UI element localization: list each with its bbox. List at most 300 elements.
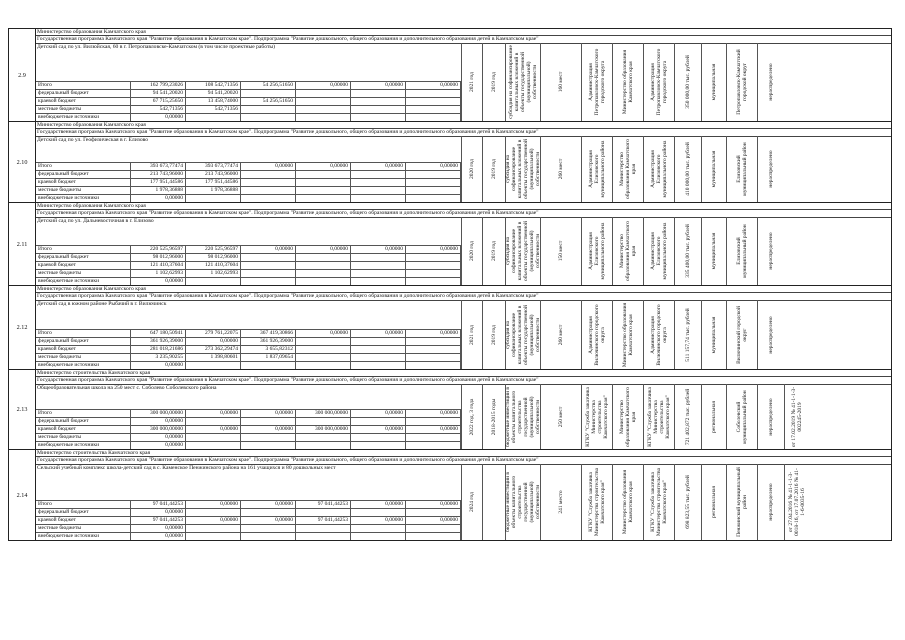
financing-value	[296, 525, 351, 532]
financing-value: 367 419,30866	[241, 330, 296, 337]
object-name: Детский сад по ул. Дальневосточная в г. Елизово	[37, 217, 154, 224]
attribute-cell	[643, 136, 674, 202]
financing-row	[36, 261, 461, 269]
financing-value: 3 655,82312	[241, 346, 296, 353]
financing-value	[186, 278, 241, 285]
financing-value	[241, 106, 296, 113]
attribute-cell	[757, 43, 784, 121]
attribute-text: 150 мест	[558, 240, 564, 262]
financing-source-label: внебюджетные источники	[36, 362, 131, 369]
financing-value: 281 018,21686	[131, 346, 186, 353]
attribute-columns	[461, 384, 891, 449]
financing-value	[296, 114, 351, 121]
financing-value: 300 000,00000	[131, 410, 186, 417]
financing-value	[296, 338, 351, 345]
financing-value	[406, 114, 461, 121]
financing-value	[351, 106, 406, 113]
financing-table	[36, 245, 461, 285]
financing-value	[406, 270, 461, 277]
financing-value: 0,00000	[241, 517, 296, 524]
attribute-text: 410 000,00 тыс. рублей	[685, 142, 691, 196]
attribute-cell	[726, 300, 757, 369]
attribute-cell	[643, 464, 674, 540]
attribute-text: Администрация Елизовского муниципального района	[588, 140, 606, 198]
financing-value: 0,00000	[351, 517, 406, 524]
row-number: 2.9	[9, 29, 36, 121]
financing-value: 0,00000	[131, 525, 186, 532]
financing-value	[406, 354, 461, 361]
attribute-cell	[612, 43, 643, 121]
financing-value: 0,00000	[351, 410, 406, 417]
financing-value: 0,00000	[406, 246, 461, 253]
ministry-name: Министерство образования Камчатского края	[35, 122, 891, 129]
financing-source-label: Итого	[36, 163, 131, 170]
financing-value	[351, 362, 406, 369]
financing-value	[296, 442, 351, 449]
attribute-cell	[612, 217, 643, 285]
attribute-cell	[461, 136, 482, 202]
financing-value: 0,00000	[186, 517, 241, 524]
financing-row	[36, 105, 461, 113]
attribute-cell	[757, 217, 784, 285]
row-number: 2.12	[9, 286, 36, 369]
attribute-cell	[581, 384, 612, 449]
attribute-text: Министерство образования Камчатского края	[619, 139, 637, 199]
financing-value	[406, 362, 461, 369]
attribute-cell	[540, 217, 581, 285]
financing-source-label: внебюджетные источники	[36, 278, 131, 285]
financing-value: 1 398,80601	[186, 354, 241, 361]
attribute-text: Вилючинский городской округ	[736, 305, 748, 364]
financing-table	[36, 329, 461, 369]
financing-value: 300 000,00000	[131, 426, 186, 433]
attribute-text: нераспределено	[768, 63, 774, 101]
row-number: 2.11	[9, 203, 36, 285]
financing-value	[351, 90, 406, 97]
financing-table	[36, 162, 461, 202]
ministry-name: Министерство образования Камчатского края	[35, 203, 891, 210]
attribute-text: нераспределено	[768, 232, 774, 270]
financing-value: 0,00000	[241, 426, 296, 433]
financing-source-label: краевой бюджет	[36, 179, 131, 186]
financing-value: 1 978,36888	[186, 187, 241, 194]
financing-value: 0,00000	[131, 509, 186, 516]
financing-value	[406, 179, 461, 186]
financing-value	[351, 114, 406, 121]
financing-value: 0,00000	[406, 517, 461, 524]
financing-source-label: местные бюджеты	[36, 187, 131, 194]
financing-value: 0,00000	[351, 163, 406, 170]
financing-value	[296, 509, 351, 516]
attribute-columns	[461, 300, 891, 369]
program-name: Государственная программа Камчатского края "Развитие образования в Камчатском крае". Подпрограмма "Развитие дошкольного, общего образования и дополнительного образования детей в Камчатском крае"	[35, 377, 891, 384]
ministry-name: Министерство строительства Камчатского края	[35, 450, 891, 457]
financing-value: 0,00000	[241, 163, 296, 170]
attribute-text: 2021 год	[469, 324, 475, 345]
financing-value: 3 235,90255	[131, 354, 186, 361]
financing-row	[36, 89, 461, 97]
financing-row	[36, 433, 461, 441]
attribute-text: КГКУ "Служба заказчика Министерства строительства Камчатского края"	[647, 386, 671, 447]
financing-value	[296, 254, 351, 261]
financing-value: 177 951,44586	[186, 179, 241, 186]
financing-value	[406, 509, 461, 516]
financing-value: 1 102,62993	[186, 270, 241, 277]
financing-value	[406, 418, 461, 425]
attribute-cell	[726, 217, 757, 285]
financing-value: 0,00000	[296, 163, 351, 170]
attribute-cell	[701, 300, 726, 369]
attribute-cell	[701, 136, 726, 202]
financing-row	[36, 353, 461, 361]
financing-value	[241, 114, 296, 121]
attribute-text: 2019 год	[491, 72, 497, 92]
financing-value	[351, 525, 406, 532]
document-table	[8, 28, 892, 541]
financing-value: 162 799,23026	[131, 82, 186, 89]
financing-value: 273 362,29474	[186, 346, 241, 353]
attribute-cell	[482, 464, 505, 540]
financing-value: 0,00000	[406, 163, 461, 170]
attribute-text: субсидия на софинансирование капитальных вложений в объекты государственной (муниципальной) собственности	[508, 45, 538, 119]
financing-value: 0,00000	[351, 330, 406, 337]
financing-value: 1 837,09654	[241, 354, 296, 361]
attribute-text: 335 400,00 тыс. рублей	[685, 224, 691, 278]
financing-value	[406, 434, 461, 441]
financing-value: 0,00000	[351, 426, 406, 433]
financing-value	[351, 418, 406, 425]
attribute-cell	[757, 384, 784, 449]
financing-value: 108 542,71356	[186, 82, 241, 89]
attribute-text: Администрация Елизовского муниципального района	[588, 222, 606, 280]
financing-row	[36, 417, 461, 425]
financing-value	[351, 434, 406, 441]
financing-source-label: краевой бюджет	[36, 517, 131, 524]
financing-value	[186, 114, 241, 121]
attribute-cell	[505, 217, 540, 285]
attribute-text: Администрация Петропавловск-Камчатского городского округа	[588, 48, 606, 116]
financing-value: 97 041,44253	[296, 517, 351, 524]
attribute-text: 250 мест	[558, 406, 564, 427]
financing-value	[406, 195, 461, 202]
financing-value: 213 743,96000	[186, 171, 241, 178]
row-number: 2.13	[9, 370, 36, 449]
financing-row	[36, 516, 461, 524]
financing-value: 220 525,96597	[186, 246, 241, 253]
financing-value	[406, 106, 461, 113]
object-block	[8, 370, 892, 450]
financing-value	[406, 338, 461, 345]
ministry-name: Министерство строительства Камчатского края	[35, 370, 891, 377]
financing-value: 279 761,22075	[186, 330, 241, 337]
financing-value: 213 743,96000	[131, 171, 186, 178]
attribute-text: нераспределено	[768, 150, 774, 188]
financing-value: 647 180,50941	[131, 330, 186, 337]
attribute-text: 2018-2015 годы	[491, 398, 497, 435]
attribute-text: Администрация Петропавловск-Камчатского городского округа	[650, 48, 668, 116]
financing-source-label: Итого	[36, 246, 131, 253]
financing-source-label: краевой бюджет	[36, 346, 131, 353]
attribute-cell	[674, 217, 701, 285]
attribute-text: Министерство образования Камчатского края	[622, 49, 634, 115]
attribute-cell	[701, 217, 726, 285]
attribute-cell	[540, 464, 581, 540]
financing-value: 0,00000	[131, 195, 186, 202]
financing-source-label: местные бюджеты	[36, 106, 131, 113]
object-name: Детский сад по ул. Геофизическая в г. Елизово	[37, 136, 149, 143]
financing-value: 0,00000	[131, 418, 186, 425]
financing-value	[186, 362, 241, 369]
attribute-text: субсидия на софинансирование капитальных вложений в объекты государственной (муниципальной) собственности	[505, 139, 541, 199]
financing-row	[36, 441, 461, 449]
financing-value	[296, 171, 351, 178]
attribute-cell	[505, 464, 540, 540]
financing-value	[296, 179, 351, 186]
financing-source-label: федеральный бюджет	[36, 254, 131, 261]
financing-value: 1 102,62993	[131, 270, 186, 277]
financing-value: 0,00000	[296, 330, 351, 337]
financing-value: 97 041,44253	[131, 501, 186, 508]
object-name: Детский сад в южном районе Рыбачий в г. Вилючинск	[37, 300, 167, 307]
attribute-text: Пенжинский муниципальный район	[736, 467, 748, 537]
financing-row	[36, 361, 461, 369]
financing-value: 300 000,00000	[296, 426, 351, 433]
attribute-cell	[461, 384, 482, 449]
attribute-text: от 17.02.2019 № 41-1-1-3-002245-2019	[791, 386, 803, 447]
financing-value: 0,00000	[131, 442, 186, 449]
attribute-text: 721 402,872 тыс. рублей	[685, 388, 691, 445]
financing-value	[241, 442, 296, 449]
attribute-text: Министерство образования Камчатского края	[619, 221, 637, 281]
financing-value	[241, 362, 296, 369]
financing-source-label: краевой бюджет	[36, 262, 131, 269]
attribute-cell	[701, 384, 726, 449]
financing-value	[241, 195, 296, 202]
financing-value	[406, 262, 461, 269]
financing-value: 0,00000	[186, 410, 241, 417]
financing-row	[36, 425, 461, 433]
attribute-text: Соболевский муниципальный район	[736, 389, 748, 444]
attribute-text: 511 157,74 тыс. рублей	[685, 307, 691, 362]
attribute-cell	[643, 43, 674, 121]
attribute-text: Елизовский муниципальный район	[736, 142, 748, 196]
financing-value: 0,00000	[351, 82, 406, 89]
financing-value: 177 951,44586	[131, 179, 186, 186]
financing-value	[406, 90, 461, 97]
attribute-cell	[757, 300, 784, 369]
attribute-cell	[505, 43, 540, 121]
financing-value	[351, 171, 406, 178]
financing-value: 0,00000	[186, 426, 241, 433]
attribute-columns	[461, 464, 891, 540]
attribute-text: КГКУ "Служба заказчика Министерства строительства Камчатского края"	[585, 386, 609, 447]
attribute-cell	[612, 384, 643, 449]
financing-table	[36, 81, 461, 121]
financing-value	[241, 270, 296, 277]
financing-value	[351, 254, 406, 261]
financing-value: 98 012,96000	[186, 254, 241, 261]
attribute-text: Министерство образования Камчатского края	[622, 302, 634, 367]
attribute-text: 2022 год, 3 года	[469, 398, 475, 435]
financing-source-label: федеральный бюджет	[36, 171, 131, 178]
financing-row	[36, 269, 461, 277]
financing-row	[36, 500, 461, 508]
financing-value: 300 000,00000	[296, 410, 351, 417]
financing-value: 0,00000	[131, 362, 186, 369]
financing-value	[351, 187, 406, 194]
attribute-text: муниципальная	[711, 316, 717, 353]
financing-value	[351, 338, 406, 345]
attribute-text: 698 823,55 тыс. рублей	[685, 475, 691, 529]
attribute-cell	[461, 300, 482, 369]
attribute-text: бюджетные инвестиции в объекты капитального строительства государственной (муниципальной) собственности	[505, 386, 541, 447]
attribute-cell	[757, 136, 784, 202]
financing-value	[296, 354, 351, 361]
attribute-cell	[674, 464, 701, 540]
financing-value: 0,00000	[406, 330, 461, 337]
financing-row	[36, 345, 461, 353]
financing-value	[241, 262, 296, 269]
financing-value	[406, 187, 461, 194]
attribute-text: 260 мест	[558, 324, 564, 345]
financing-value	[296, 262, 351, 269]
attribute-columns	[461, 217, 891, 285]
financing-value: 0,00000	[186, 338, 241, 345]
financing-value	[296, 90, 351, 97]
attribute-text: субсидия на софинансирование капитальных вложений в объекты государственной (муниципальной) собственности	[505, 304, 541, 365]
financing-value	[351, 278, 406, 285]
financing-value	[406, 278, 461, 285]
financing-value	[241, 434, 296, 441]
financing-row	[36, 186, 461, 194]
attribute-cell	[726, 43, 757, 121]
financing-value	[241, 171, 296, 178]
financing-value: 0,00000	[131, 434, 186, 441]
financing-row	[36, 113, 461, 121]
attribute-cell	[643, 384, 674, 449]
financing-value	[406, 346, 461, 353]
financing-source-label: краевой бюджет	[36, 426, 131, 433]
financing-value: 0,00000	[406, 501, 461, 508]
attribute-cell	[505, 300, 540, 369]
financing-value	[296, 434, 351, 441]
financing-row	[36, 245, 461, 253]
object-block	[8, 286, 892, 370]
attribute-text: региональная	[711, 486, 717, 518]
financing-value	[351, 179, 406, 186]
financing-row	[36, 329, 461, 337]
program-name: Государственная программа Камчатского края "Развитие образования в Камчатском крае". Подпрограмма "Развитие дошкольного, общего образования и дополнительного образования детей в Камчатском крае"	[35, 36, 891, 43]
attribute-cell	[674, 136, 701, 202]
financing-value	[241, 179, 296, 186]
ministry-name: Министерство образования Камчатского края	[35, 286, 891, 293]
attribute-cell	[581, 464, 612, 540]
financing-value: 97 041,44253	[296, 501, 351, 508]
financing-source-label: местные бюджеты	[36, 525, 131, 532]
object-block	[8, 122, 892, 203]
financing-value	[351, 195, 406, 202]
attribute-text: бюджетные инвестиции в объекты капитального строительства государственной (муниципальной) собственности	[505, 471, 541, 533]
financing-value	[186, 434, 241, 441]
attribute-text: субсидия на софинансирование капитальных вложений в объекты государственной (муниципальной) собственности	[505, 221, 541, 281]
financing-row	[36, 409, 461, 417]
attribute-text: 2021 год	[469, 72, 475, 92]
attribute-text: региональная	[711, 400, 717, 433]
financing-table	[36, 500, 461, 540]
attribute-text: Администрация Елизовского муниципального района	[650, 140, 668, 198]
financing-row	[36, 178, 461, 186]
financing-value: 0,00000	[406, 426, 461, 433]
financing-value: 97 041,44253	[131, 517, 186, 524]
financing-value: 542,71356	[186, 106, 241, 113]
attribute-cell	[701, 464, 726, 540]
program-name: Государственная программа Камчатского края "Развитие образования в Камчатском крае". Подпрограмма "Развитие дошкольного, общего образования и дополнительного образования детей в Камчатском крае"	[35, 293, 891, 300]
attribute-cell	[581, 136, 612, 202]
financing-source-label: федеральный бюджет	[36, 418, 131, 425]
attribute-text: от 27.04.2016 № 41-1-1-3-0018-16, от 17.07.2016 № 41-1-6-0035-16	[788, 468, 806, 536]
financing-value: 220 525,96597	[131, 246, 186, 253]
object-block	[8, 450, 892, 541]
attribute-cell	[482, 217, 505, 285]
financing-value: 0,00000	[406, 410, 461, 417]
attribute-text: 2020 год	[469, 159, 475, 179]
financing-value	[241, 254, 296, 261]
attribute-cell	[643, 217, 674, 285]
attribute-text: нераспределено	[768, 483, 774, 521]
financing-row	[36, 508, 461, 516]
attribute-text: КГКУ "Служба заказчика Министерства строительства Камчатского края"	[588, 467, 606, 537]
financing-value	[296, 362, 351, 369]
financing-value	[351, 533, 406, 540]
financing-value: 13 458,74000	[186, 98, 241, 105]
attribute-cell	[612, 300, 643, 369]
attribute-text: нераспределено	[768, 315, 774, 354]
financing-row	[36, 170, 461, 178]
attribute-cell	[757, 464, 784, 540]
financing-value: 94 541,20020	[131, 90, 186, 97]
financing-row	[36, 162, 461, 170]
attribute-cell	[540, 136, 581, 202]
financing-value	[296, 270, 351, 277]
financing-value	[186, 442, 241, 449]
financing-value: 0,00000	[241, 501, 296, 508]
attribute-cell	[701, 43, 726, 121]
financing-value	[351, 354, 406, 361]
attribute-text: 2024 год	[469, 492, 475, 512]
financing-value	[186, 525, 241, 532]
financing-value: 393 673,77474	[186, 163, 241, 170]
financing-source-label: федеральный бюджет	[36, 338, 131, 345]
financing-value: 0,00000	[351, 501, 406, 508]
object-block	[8, 29, 892, 122]
financing-value	[296, 187, 351, 194]
attribute-cell	[482, 136, 505, 202]
financing-value: 0,00000	[186, 501, 241, 508]
financing-source-label: внебюджетные источники	[36, 195, 131, 202]
financing-value	[186, 533, 241, 540]
attribute-text: Министерство образования Камчатского края	[622, 469, 634, 535]
financing-row	[36, 532, 461, 540]
program-name: Государственная программа Камчатского края "Развитие образования в Камчатском крае". Подпрограмма "Развитие дошкольного, общего образования и дополнительного образования детей в Камчатском крае"	[35, 457, 891, 464]
financing-source-label: краевой бюджет	[36, 98, 131, 105]
financing-value	[406, 525, 461, 532]
financing-row	[36, 97, 461, 105]
attribute-text: 350 000,00 тыс. рублей	[685, 55, 691, 109]
attribute-text: 260 мест	[558, 158, 564, 180]
financing-row	[36, 194, 461, 202]
financing-value	[241, 90, 296, 97]
attribute-cell	[505, 384, 540, 449]
